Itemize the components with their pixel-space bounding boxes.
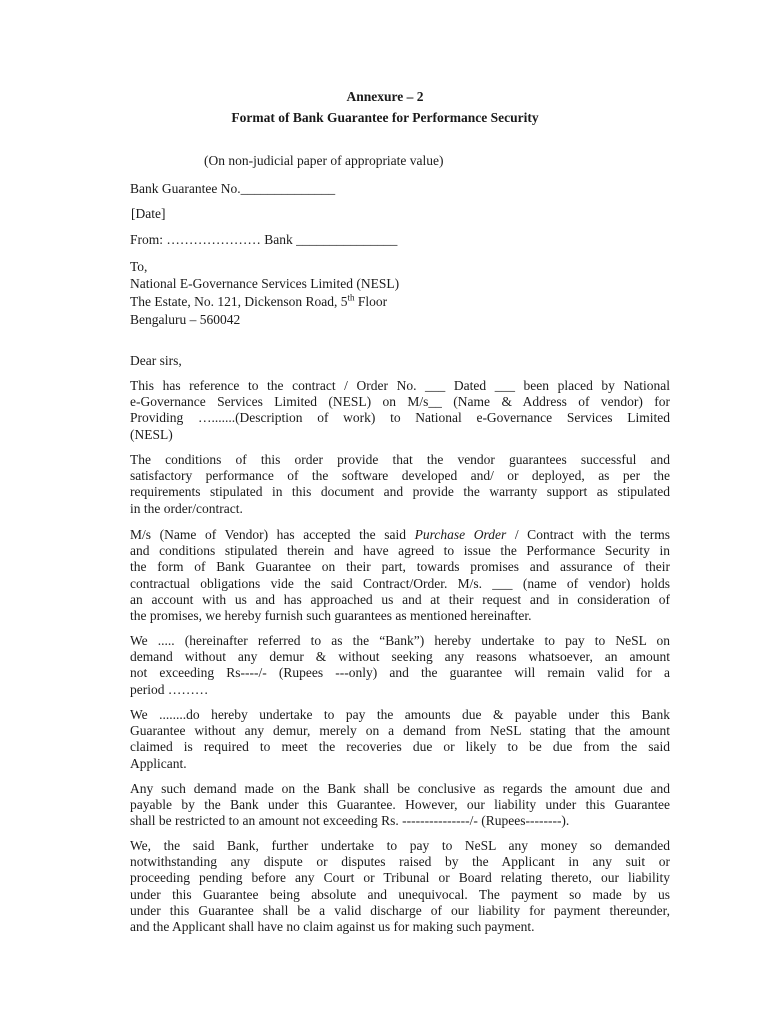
address-name: National E-Governance Services Limited (NESL) (130, 276, 400, 291)
format-title: Format of Bank Guarantee for Performance Security (231, 110, 539, 125)
bank-guarantee-number: Bank Guarantee No.______________ (130, 181, 336, 196)
paragraph-reference: This has reference to the contract / Order No. ___ Dated ___ been placed by National e-Governance Services Limited (NESL) on M/s__ (Name & Address of vendor) for Providing ….......(Description of work) to National e-Governance Services Limited (NESL) (130, 378, 670, 442)
paper-note: (On non-judicial paper of appropriate value) (204, 153, 444, 168)
paragraph-further-undertaking: We, the said Bank, further undertake to pay to NeSL any money so demanded notwithstanding any dispute or disputes raised by the Applicant in any suit or proceeding pending before any Court or Tribunal or Board relating thereto, our liability under this Guarantee being absolute and unequivocal. The payment so made by us under this Guarantee shall be a valid discharge of our liability for payment thereunder, and the Applicant shall have no claim against us for making such payment. (130, 838, 670, 935)
paragraph-conditions: The conditions of this order provide that the vendor guarantees successful and satisfactory performance of the software developed and/ or deployed, as per the requirements stipulated in this document and provide the warranty support as stipulated in the order/contract. (130, 452, 670, 516)
paragraph-demand: Any such demand made on the Bank shall be conclusive as regards the amount due and payable by the Bank under this Guarantee. However, our liability under this Guarantee shall be restricted to an amount not exceeding Rs. ---------------/- (Rupees--------). (130, 781, 670, 829)
paragraph-vendor-acceptance: M/s (Name of Vendor) has accepted the said Purchase Order / Contract with the terms and conditions stipulated therein and have agreed to issue the Performance Security in the form of Bank Guarantee on their part, towards promises and assurance of their contractual obligations vide the said Contract/Order. M/s. ___ (name of vendor) holds an account with us and has approached us and at their request and in consideration of the promises, we hereby furnish such guarantees as mentioned hereinafter. (130, 527, 671, 624)
address-city: Bengaluru – 560042 (130, 312, 241, 327)
address-street: The Estate, No. 121, Dickenson Road, 5th Floor (130, 292, 388, 309)
annexure-title: Annexure – 2 (346, 89, 424, 104)
paragraph-payment: We ........do hereby undertake to pay the amounts due & payable under this Bank Guarantee without any demur, merely on a demand from NeSL stating that the amount claimed is required to meet the recoveries due or likely to be due from the said Applicant. (130, 707, 670, 771)
salutation: Dear sirs, (130, 353, 182, 368)
to-label: To, (130, 259, 148, 274)
from-line: From: ………………… Bank _______________ (130, 232, 398, 247)
paragraph-undertaking: We ..... (hereinafter referred to as the “Bank”) hereby undertake to pay to NeSL on demand without any demur & without seeking any reasons whatsoever, an amount not exceeding Rs----/- (Rupees ---only) and the guarantee will remain valid for a period ……… (130, 633, 670, 697)
date-line: [Date] (131, 206, 166, 221)
